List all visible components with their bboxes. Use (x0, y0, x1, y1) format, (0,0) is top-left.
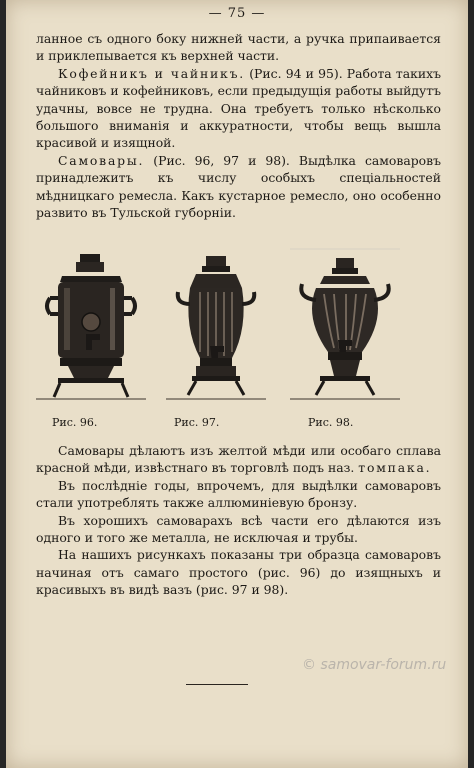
paragraph-samovars (36, 152, 441, 222)
lower-text-block (36, 442, 441, 599)
book-page (6, 0, 468, 768)
samovars-text: (Рис. 96, 97 и 98). Выдѣлка самоваровъ принадлежитъ къ числу особыхъ спеціальностей мѣдницкаго ремесла. Какъ кустарное ремесло, оно особенно развито въ Тульской губорніи. (36, 152, 441, 221)
figure-97 (166, 248, 266, 403)
samovar-ribbed-urn-icon (166, 248, 266, 403)
paragraph-continuation: ланное съ одного боку нижней части, а ручка припаивается и приклепывается къ верхней части. (36, 31, 441, 64)
figure-96 (36, 248, 146, 403)
heading-coffee-pot: Кофейникъ и чайникъ. (58, 65, 246, 81)
coffee-pot-text: (Рис. 94 и 95). Работа такихъ чайниковъ и кофейниковъ, если предыдущія работы выйдутъ удачны, вовсе не трудна. Она требуетъ только нѣсколько большого вниманія и аккуратности, чтобы вещь вышла красивой и изящной. (36, 65, 441, 151)
caption-96: Рис. 96. (52, 416, 98, 429)
samovar-vase-icon (290, 248, 400, 403)
paragraph-materials (36, 442, 441, 477)
paragraph-figures-note: На нашихъ рисункахъ показаны три образца самоваровъ начиная отъ самаго простого (рис. 96) до изящныхъ и красивыхъ въ видѣ вазъ (рис. 97 и 98). (36, 547, 441, 598)
paragraph-coffee-pot (36, 65, 441, 152)
upper-text-block (36, 30, 441, 221)
caption-98: Рис. 98. (308, 416, 354, 429)
samovar-cylindrical-icon (36, 248, 146, 403)
materials-end: . (425, 460, 430, 476)
paragraph-aluminium: Въ послѣдніе годы, впрочемъ, для выдѣлки самоваровъ стали употреблять также аллюминіевую бронзу. (36, 477, 441, 511)
page-number: — 75 — (208, 6, 266, 21)
caption-97: Рис. 97. (174, 416, 220, 429)
watermark: © samovar-forum.ru (302, 657, 447, 673)
heading-samovars: Самовары. (58, 152, 145, 168)
materials-text: Самовары дѣлаютъ изъ желтой мѣди или особаго сплава красной мѣди, извѣстнаго въ торговлѣ подъ наз. (36, 443, 441, 476)
paragraph-same-metal: Въ хорошихъ самоварахъ всѣ части его дѣлаются изъ одного и того же металла, не исключая и трубы. (36, 512, 441, 546)
figure-98 (290, 248, 400, 403)
tompak-term: томпака (358, 460, 426, 476)
samovar-figures (28, 248, 446, 438)
closing-rule (186, 684, 248, 685)
